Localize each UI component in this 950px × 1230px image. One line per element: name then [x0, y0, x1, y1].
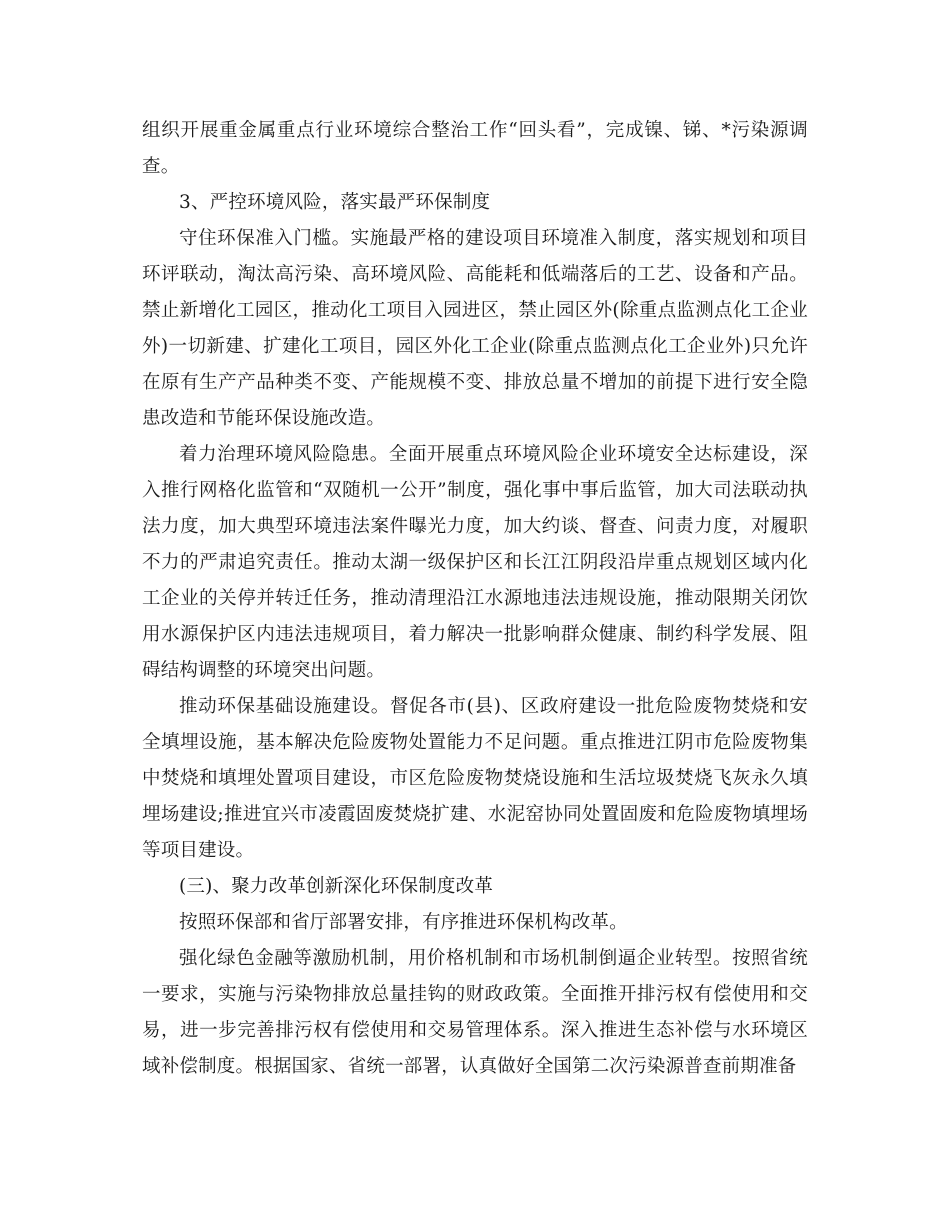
paragraph-env-access: 守住环保准入门槛。实施最严格的建设项目环境准入制度，落实规划和项目环评联动，淘汰高污染、高环境风险、高能耗和低端落后的工艺、设备和产品。禁止新增化工园区，推动化工项目入园进区，禁止园区外(除重点监测点化工企业外)一切新建、扩建化工项目，园区外化工企业(除重点监测点化工企业外)只允许在原有生产产品种类不变、产能规模不变、排放总量不增加的前提下进行安全隐患改造和节能环保设施改造。	[142, 228, 808, 429]
paragraph-agency-reform: 按照环保部和省厅部署安排，有序推进环保机构改革。	[179, 912, 628, 933]
paragraph-green-finance: 强化绿色金融等激励机制，用价格机制和市场机制倒逼企业转型。按照省统一要求，实施与污染物排放总量挂钩的财政政策。全面推开排污权有偿使用和交易，进一步完善排污权有偿使用和交易管理体系。深入推进生态补偿与水环境区域补偿制度。根据国家、省统一部署，认真做好全国第二次污染源普查前期准备	[142, 948, 808, 1077]
section-heading-3: 3、严控环境风险，落实最严环保制度	[179, 192, 491, 213]
paragraph-infrastructure: 推动环保基础设施建设。督促各市(县)、区政府建设一批危险废物焚烧和安全填埋设施，基本解决危险废物处置能力不足问题。重点推进江阴市危险废物集中焚烧和填埋处置项目建设，市区危险废物焚烧设施和生活垃圾焚烧飞灰永久填埋场建设;推进宜兴市凌霞固废焚烧扩建、水泥窑协同处置固废和危险废物填埋场等项目建设。	[142, 696, 808, 861]
paragraph-continued: 组织开展重金属重点行业环境综合整治工作“回头看”，完成镍、锑、*污染源调查。	[142, 120, 808, 177]
document-body	[142, 113, 808, 1085]
paragraph-risk-governance: 着力治理环境风险隐患。全面开展重点环境风险企业环境安全达标建设，深入推行网格化监管和“双随机一公开”制度，强化事中事后监管，加大司法联动执法力度，加大典型环境违法案件曝光力度，加大约谈、督查、问责力度，对履职不力的严肃追究责任。推动太湖一级保护区和长江江阴段沿岸重点规划区域内化工企业的关停并转迁任务，推动清理沿江水源地违法违规设施，推动限期关闭饮用水源保护区内违法违规项目，着力解决一批影响群众健康、制约科学发展、阻碍结构调整的环境突出问题。	[142, 444, 808, 681]
section-heading-reform: (三)、聚力改革创新深化环保制度改革	[179, 876, 494, 897]
